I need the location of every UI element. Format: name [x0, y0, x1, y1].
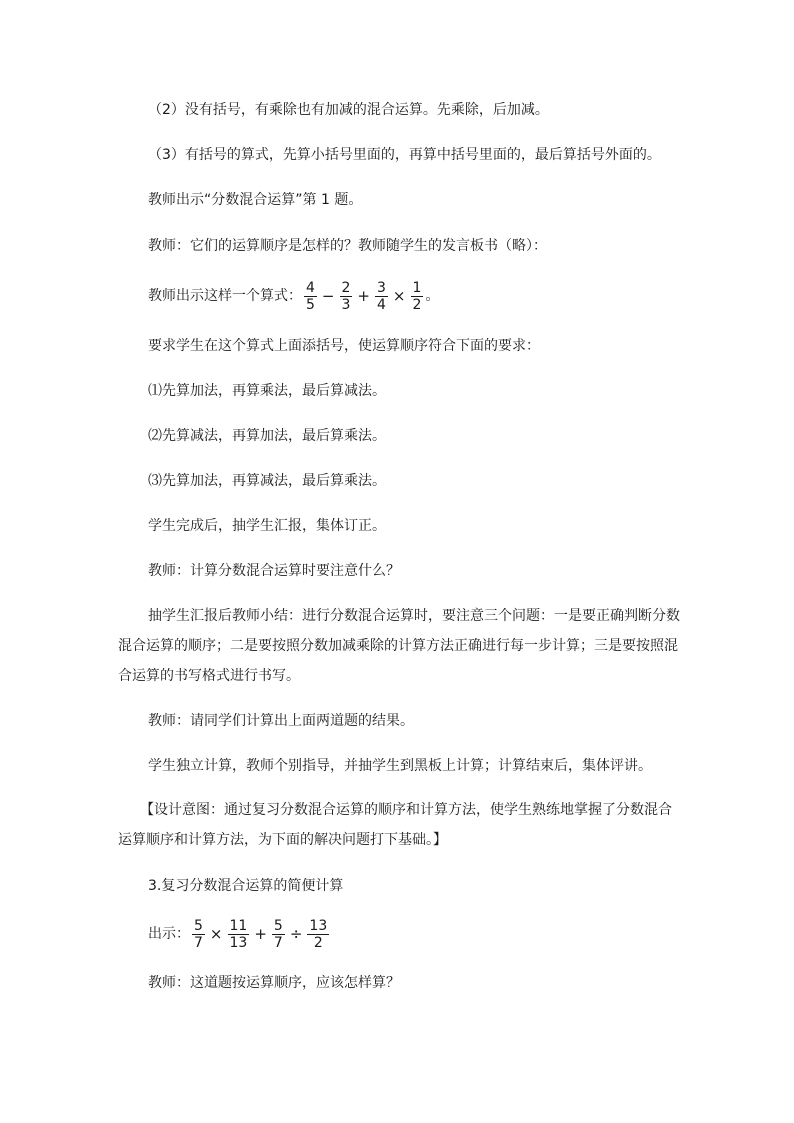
- fraction: $\frac{13}{2}$: [309, 917, 328, 951]
- independent-calculation: 学生独立计算，教师个别指导，并抽学生到黑板上计算；计算结束后，集体评讲。: [148, 758, 652, 774]
- expression-1-prefix: 教师出示这样一个算式：: [148, 288, 302, 304]
- requirement-1: ⑴先算加法，再算乘法，最后算减法。: [148, 383, 386, 399]
- fraction: $\frac{1}{2}$: [412, 279, 422, 313]
- expression-line-2: [148, 914, 331, 954]
- fraction: $\frac{3}{4}$: [377, 279, 386, 313]
- operator: ×: [209, 925, 223, 943]
- design-intent-line-1: 【设计意图：通过复习分数混合运算的顺序和计算方法，使学生熟练地掌握了分数混合: [140, 802, 672, 818]
- fraction: $\frac{5}{7}$: [273, 917, 283, 951]
- fraction: $\frac{4}{5}$: [306, 279, 315, 313]
- section-heading-simplified-calculation: 3.复习分数混合运算的简便计算: [148, 878, 344, 894]
- operator: +: [357, 287, 370, 305]
- teacher-ask-calculate: 教师：请同学们计算出上面两道题的结果。: [148, 713, 414, 729]
- fraction: $\frac{11}{13}$: [229, 917, 248, 951]
- add-brackets-instruction: 要求学生在这个算式上面添括号，使运算顺序符合下面的要求：: [148, 338, 540, 354]
- design-intent-line-2: 运算顺序和计算方法，为下面的解决问题打下基础。】: [118, 832, 447, 848]
- summary-line-2: 混合运算的顺序；二是要按照分数加减乘除的计算方法正确进行每一步计算；三是要按照混: [118, 638, 678, 654]
- operator: +: [254, 925, 267, 943]
- teacher-question-how: 教师：这道题按运算顺序，应该怎样算？: [148, 975, 400, 991]
- operator: −: [321, 287, 335, 305]
- expression-line-1: [148, 276, 439, 316]
- summary-line-3: 合运算的书写格式进行书写。: [118, 668, 300, 684]
- expression-2: [190, 914, 331, 954]
- rule-no-brackets: （2）没有括号，有乘除也有加减的混合运算。先乘除，后加减。: [148, 102, 549, 118]
- students-report: 学生完成后，抽学生汇报，集体订正。: [148, 518, 386, 534]
- teacher-shows-problem: 教师出示“分数混合运算”第 1 题。: [148, 192, 363, 208]
- expression-1: [302, 276, 439, 316]
- fraction: $\frac{5}{7}$: [194, 917, 203, 951]
- teacher-question-order: 教师：它们的运算顺序是怎样的？教师随学生的发言板书（略）：: [148, 238, 547, 254]
- requirement-2: ⑵先算减法，再算加法，最后算乘法。: [148, 428, 386, 444]
- teacher-question-attention: 教师：计算分数混合运算时要注意什么？: [148, 563, 400, 579]
- operator: ×: [392, 287, 406, 305]
- operator: ÷: [289, 925, 303, 943]
- expression-2-prefix: 出示：: [148, 926, 190, 942]
- expression-1-end: 。: [425, 288, 440, 304]
- summary-line-1: 抽学生汇报后教师小结：进行分数混合运算时，要注意三个问题：一是要正确判断分数: [148, 608, 680, 624]
- fraction: $\frac{2}{3}$: [341, 279, 351, 313]
- rule-with-brackets: （3）有括号的算式，先算小括号里面的，再算中括号里面的，最后算括号外面的。: [148, 147, 661, 163]
- requirement-3: ⑶先算加法，再算减法，最后算乘法。: [148, 473, 386, 489]
